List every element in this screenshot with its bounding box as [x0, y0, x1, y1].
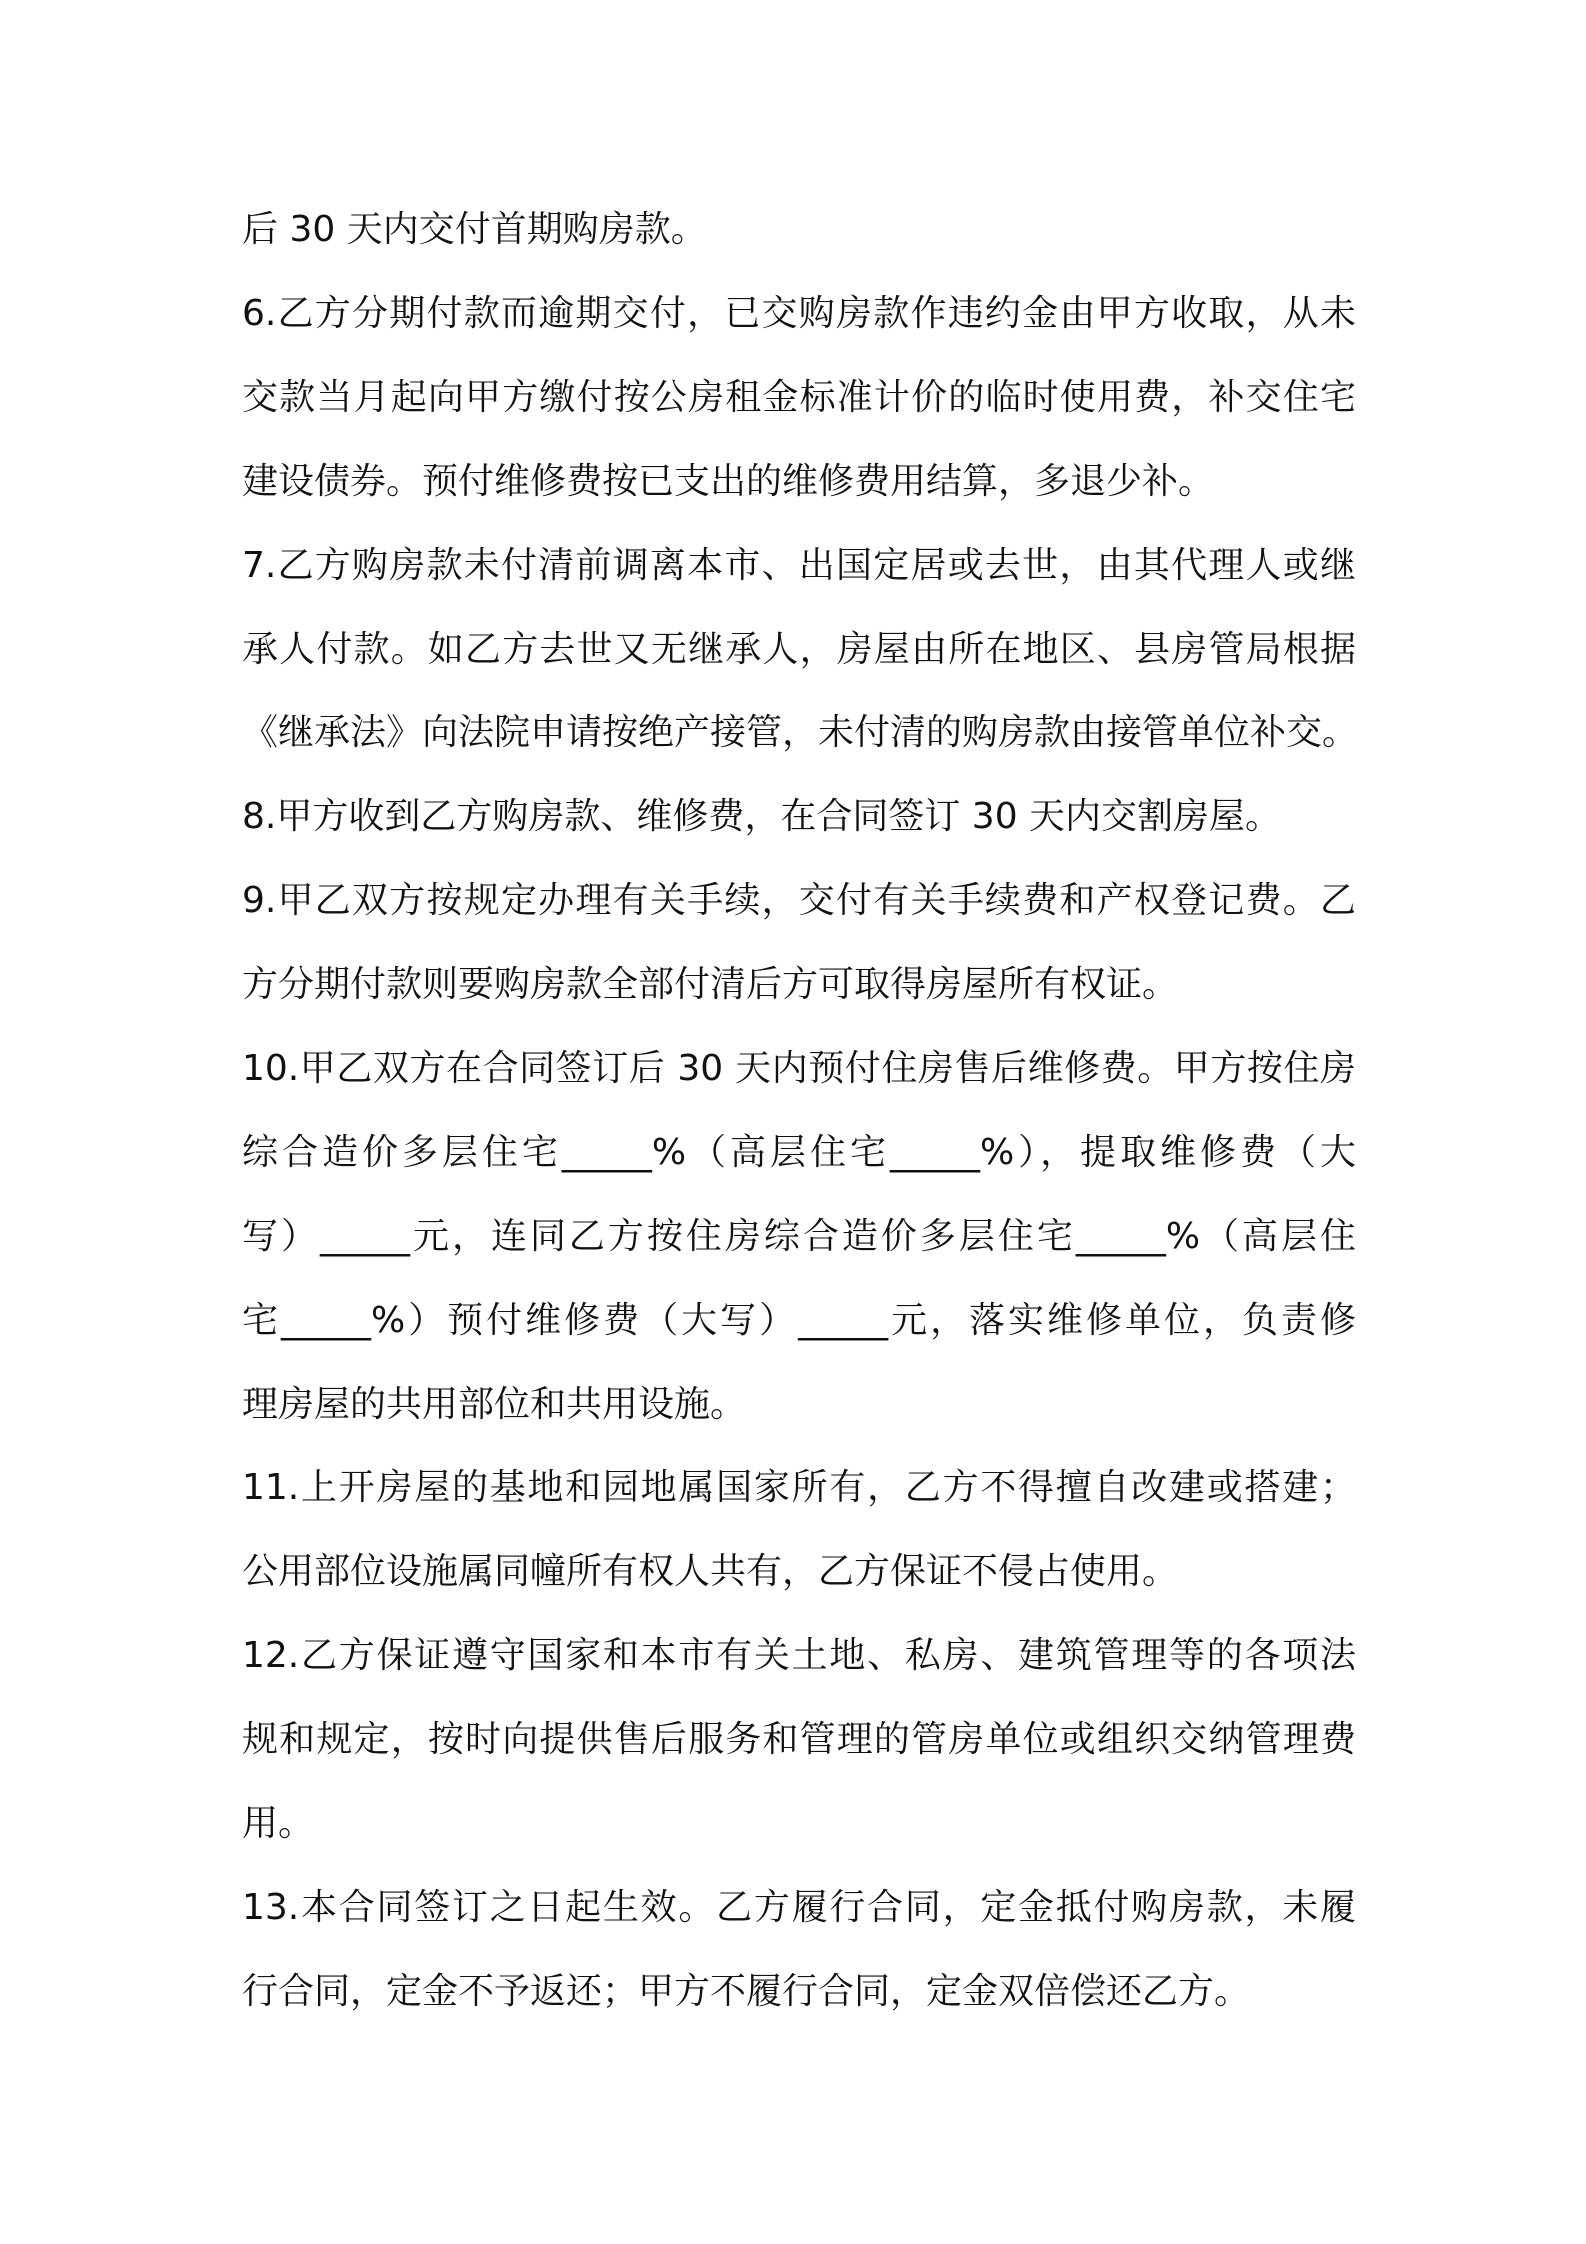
- text-line: 规和规定，按时向提供售后服务和管理的管房单位或组织交纳管理费: [242, 1719, 1356, 1760]
- text-line: 行合同，定金不予返还；甲方不履行合同，定金双倍偿还乙方。: [242, 1971, 1251, 2012]
- text-line: 理房屋的共用部位和共用设施。: [242, 1384, 747, 1425]
- text-line: 后 30 天内交付首期购房款。: [242, 209, 707, 250]
- text-line: 写）_____元，连同乙方按住房综合造价多层住宅_____%（高层住: [242, 1216, 1356, 1257]
- text-line: 公用部位设施属同幢所有权人共有，乙方保证不侵占使用。: [242, 1551, 1179, 1592]
- text-line: 8.甲方收到乙方购房款、维修费，在合同签订 30 天内交割房屋。: [242, 796, 1282, 837]
- text-line: 10.甲乙双方在合同签订后 30 天内预付住房售后维修费。甲方按住房: [242, 1048, 1356, 1089]
- text-line: 方分期付款则要购房款全部付清后方可取得房屋所有权证。: [242, 964, 1179, 1005]
- text-line: 用。: [242, 1803, 315, 1844]
- text-line: 6.乙方分期付款而逾期交付，已交购房款作违约金由甲方收取，从未: [242, 293, 1356, 334]
- text-line: 12.乙方保证遵守国家和本市有关土地、私房、建筑管理等的各项法: [242, 1635, 1356, 1676]
- text-line: 承人付款。如乙方去世又无继承人，房屋由所在地区、县房管局根据: [242, 629, 1356, 670]
- text-line: 交款当月起向甲方缴付按公房租金标准计价的临时使用费，补交住宅: [242, 377, 1356, 418]
- text-line: 9.甲乙双方按规定办理有关手续，交付有关手续费和产权登记费。乙: [242, 880, 1356, 921]
- text-line: 7.乙方购房款未付清前调离本市、出国定居或去世，由其代理人或继: [242, 545, 1356, 586]
- text-line: 宅_____%）预付维修费（大写）_____元，落实维修单位，负责修: [242, 1300, 1356, 1341]
- text-line: 13.本合同签订之日起生效。乙方履行合同，定金抵付购房款，未履: [242, 1887, 1356, 1928]
- text-line: 11.上开房屋的基地和园地属国家所有，乙方不得擅自改建或搭建；: [242, 1467, 1356, 1508]
- text-line: 建设债券。预付维修费按已支出的维修费用结算，多退少补。: [242, 461, 1215, 502]
- text-line: 《继承法》向法院申请按绝产接管，未付清的购房款由接管单位补交。: [242, 712, 1359, 753]
- text-line: 综合造价多层住宅_____%（高层住宅_____%），提取维修费（大: [242, 1132, 1356, 1173]
